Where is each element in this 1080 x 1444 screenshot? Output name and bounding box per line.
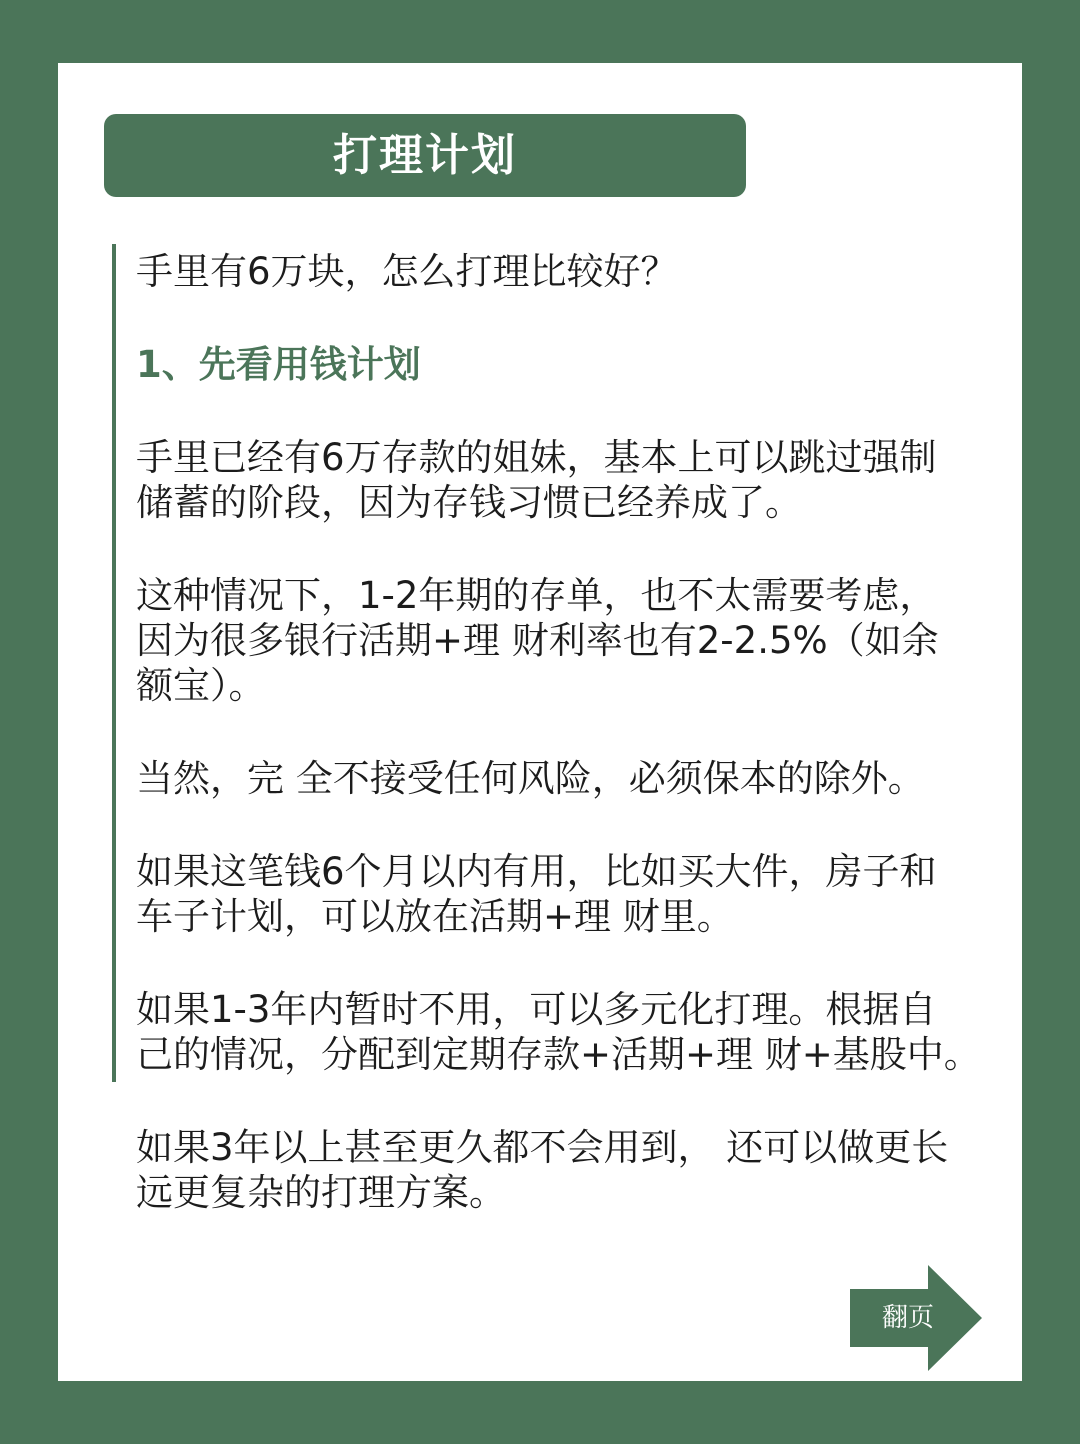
paragraph-6 [136,1125,986,1215]
next-page-button[interactable] [850,1265,982,1371]
paragraph-line: 额宝）。 [136,664,266,707]
paragraph-line: 如果1-3年内暂时不用，可以多元化打理。根据自 [136,988,937,1031]
title-banner [104,114,746,197]
section-heading: 1、先看用钱计划 [136,343,421,386]
intro-line: 手里有6万块，怎么打理比较好？ [136,250,678,293]
paragraph-line: 这种情况下，1-2年期的存单，也不太需要考虑， [136,574,937,617]
paragraph-1 [136,435,986,525]
paragraph-line: 当然，完 全不接受任何风险，必须保本的除外。 [136,757,925,800]
paragraph-line: 手里已经有6万存款的姐妹，基本上可以跳过强制 [136,436,937,479]
paragraph-2 [136,573,986,708]
paragraph-line: 如果这笔钱6个月以内有用，比如买大件，房子和 [136,850,937,893]
paragraph-5 [136,987,986,1077]
paragraph-line: 如果3年以上甚至更久都不会用到， 还可以做更长 [136,1126,949,1169]
paragraph-line: 远更复杂的打理方案。 [136,1171,506,1214]
article-body [136,249,986,1215]
accent-rule [112,244,116,1082]
next-page-label: 翻页 [881,1303,934,1333]
paragraph-line: 车子计划，可以放在活期+理 财里。 [136,895,734,938]
page-title: 打理计划 [333,129,517,181]
paragraph-4 [136,849,986,939]
paragraph-line: 因为很多银行活期+理 财利率也有2-2.5%（如余 [136,619,939,662]
paragraph-3 [136,756,986,801]
paragraph-line: 己的情况，分配到定期存款+活期+理 财+基股中。 [136,1033,981,1076]
paragraph-line: 储蓄的阶段，因为存钱习惯已经养成了。 [136,481,802,524]
